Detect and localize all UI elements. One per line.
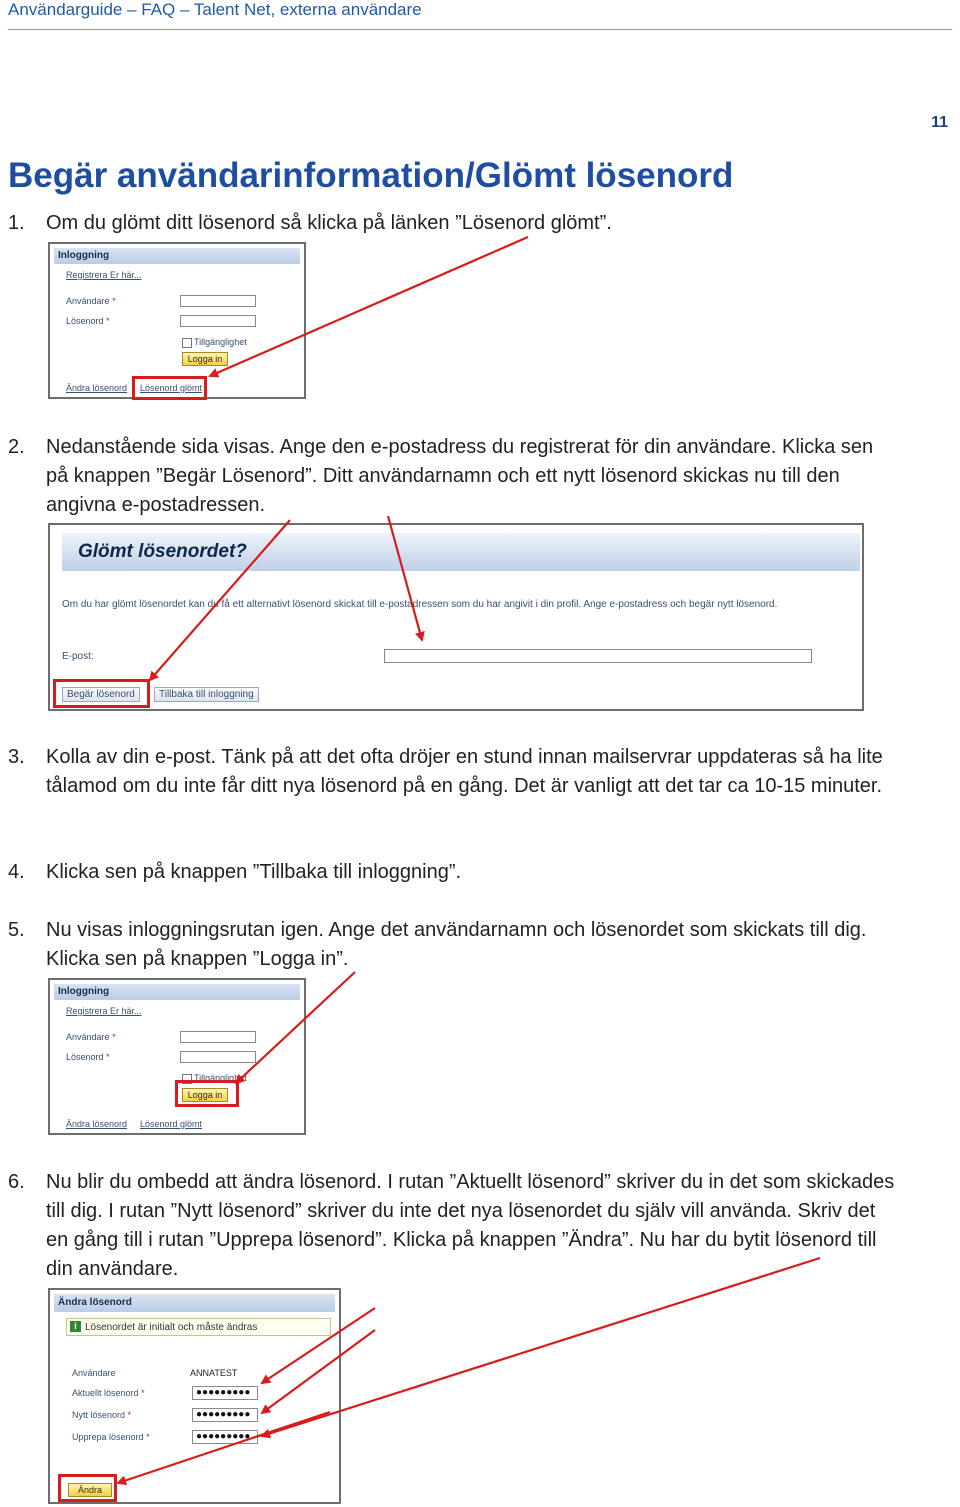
step-4 (8, 858, 908, 888)
step-3 (8, 743, 908, 833)
password-input[interactable] (180, 1051, 256, 1063)
page-title: Begär användarinformation/Glömt lösenord (8, 156, 734, 195)
forgot-description: Om du har glömt lösenordet kan du få ett alternativt lösenord skickat till e-postadressen som du har angivit i din profil. Ange e-postadress och begär nytt lösenord. (62, 599, 778, 610)
password-label: Lösenord * (66, 316, 110, 326)
change-password-link[interactable]: Ändra lösenord (66, 1119, 128, 1129)
highlight-request-button (53, 679, 150, 708)
accessibility-label: Tillgänglighet (194, 1073, 247, 1083)
register-link[interactable]: Registrera Er här... (66, 1006, 142, 1016)
login-button[interactable]: Logga in (182, 352, 228, 366)
password-input[interactable] (180, 315, 256, 327)
step-text: Klicka sen på knappen ”Tillbaka till inloggning”. (46, 861, 462, 883)
step-text: Nedanstående sida visas. Ange den e-postadress du registrerat för din användare. Klicka sen på knappen ”Begär Lösenord”. Ditt användarnamn och ett nytt lösenord skickas nu till den angivna e-postadressen. (46, 436, 874, 516)
change-button[interactable]: Ändra (68, 1483, 112, 1497)
document-header: Användarguide – FAQ – Talent Net, externa användare (8, 0, 422, 19)
password-label: Lösenord * (66, 1052, 110, 1062)
new-password-label: Nytt lösenord * (72, 1410, 132, 1420)
accessibility-label: Tillgänglighet (194, 337, 247, 347)
step-text: Nu visas inloggningsrutan igen. Ange det användarnamn och lösenordet som skickats till dig. Klicka sen på knappen ”Logga in”. (46, 919, 867, 970)
step-6 (8, 1168, 908, 1288)
info-text: Lösenordet är initialt och måste ändras (85, 1322, 258, 1333)
request-password-button[interactable]: Begär lösenord (62, 687, 140, 702)
forgot-password-link[interactable]: Lösenord glömt (140, 1119, 203, 1129)
step-text: Om du glömt ditt lösenord så klicka på länken ”Lösenord glömt”. (46, 212, 612, 234)
email-label: E-post: (62, 651, 94, 662)
info-message (66, 1318, 331, 1336)
step-1 (8, 209, 908, 239)
current-password-input[interactable]: ●●●●●●●●● (192, 1386, 258, 1400)
user-label: Användare * (66, 296, 116, 306)
step-text: Kolla av din e-post. Tänk på att det ofta dröjer en stund innan mailservrar uppdateras så ha lite tålamod om du inte får ditt nya lösenord på en gång. Det är vanligt att det tar ca 10-15 minuter. (46, 746, 883, 797)
change-panel-title: Ändra lösenord (54, 1294, 335, 1312)
highlight-forgot-password (132, 376, 207, 400)
user-input[interactable] (180, 295, 256, 307)
forgot-password-link[interactable]: Lösenord glömt (140, 383, 203, 393)
user-input[interactable] (180, 1031, 256, 1043)
step-5 (8, 916, 908, 976)
highlight-login-button (175, 1080, 239, 1107)
page-number: 11 (931, 114, 948, 131)
email-input[interactable] (384, 649, 812, 663)
repeat-password-input[interactable]: ●●●●●●●●● (192, 1430, 258, 1444)
login-button[interactable]: Logga in (182, 1088, 228, 1102)
current-password-label: Aktuellt lösenord * (72, 1388, 145, 1398)
change-password-link[interactable]: Ändra lösenord (66, 383, 128, 393)
user-label: Användare (72, 1368, 116, 1378)
step-number: 5. (8, 919, 25, 941)
user-value: ANNATEST (190, 1368, 238, 1378)
change-password-screenshot (48, 1288, 341, 1504)
forgot-password-screenshot (48, 523, 864, 711)
step-text: Nu blir du ombedd att ändra lösenord. I rutan ”Aktuellt lösenord” skriver du in det som skickades till dig. I rutan ”Nytt lösenord” skriver du inte det nya lösenordet du själv vill använda. Skriv det en gång till i rutan ”Upprepa lösenord”. Klicka på knappen ”Ändra”. Nu har du bytit lösenord till din användare. (46, 1171, 895, 1280)
forgot-panel-title: Glömt lösenordet? (62, 533, 860, 571)
user-label: Användare * (66, 1032, 116, 1042)
highlight-change-button (58, 1474, 117, 1502)
accessibility-checkbox[interactable] (182, 338, 192, 348)
step-number: 6. (8, 1171, 25, 1193)
info-icon: i (70, 1321, 81, 1332)
back-to-login-button[interactable]: Tillbaka till inloggning (154, 687, 259, 702)
step-number: 1. (8, 212, 25, 234)
step-number: 2. (8, 436, 25, 458)
repeat-password-label: Upprepa lösenord * (72, 1432, 150, 1442)
new-password-input[interactable]: ●●●●●●●●● (192, 1408, 258, 1422)
login-panel-screenshot-2 (48, 978, 306, 1135)
login-panel-title: Inloggning (54, 248, 300, 264)
login-panel-title: Inloggning (54, 984, 300, 1000)
register-link[interactable]: Registrera Er här... (66, 270, 142, 280)
step-2 (8, 433, 908, 523)
step-number: 4. (8, 861, 25, 883)
step-number: 3. (8, 746, 25, 768)
header-divider (8, 29, 952, 30)
